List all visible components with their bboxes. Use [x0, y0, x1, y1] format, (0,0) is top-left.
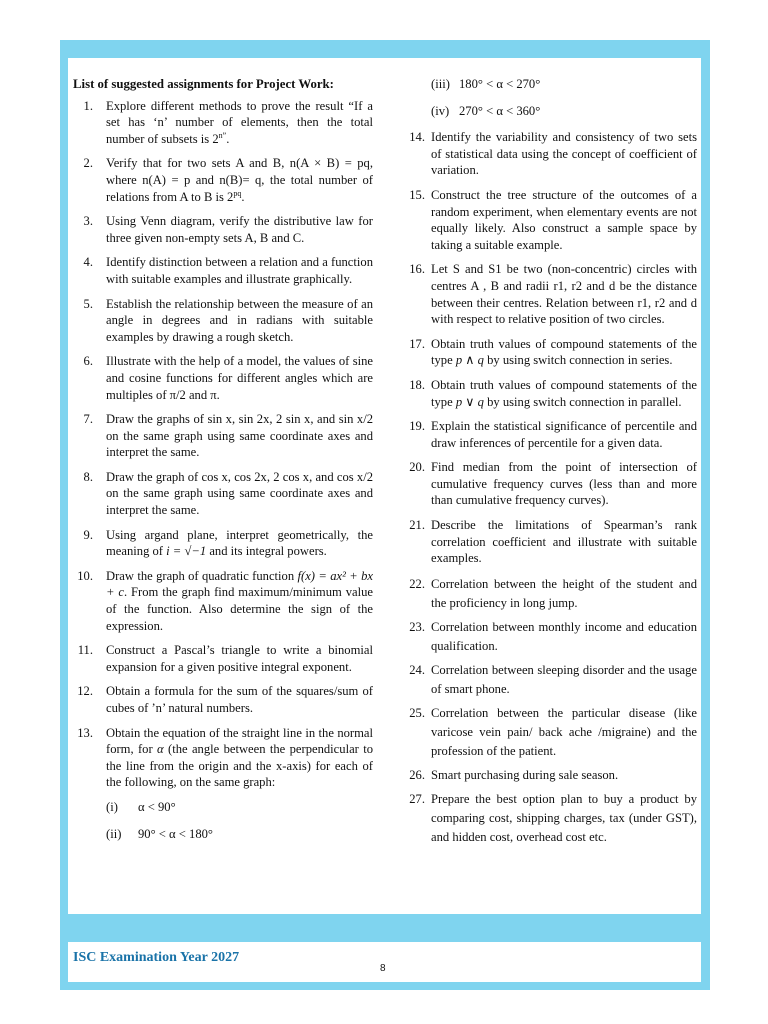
list-item [407, 790, 697, 847]
item-text: Explore different methods to prove the result “If a set has ‘n’ number of elements, then the total number of subsets is $2^{n”}$. [106, 98, 373, 146]
page-number: 8 [380, 963, 386, 974]
item-number: 19. [409, 419, 425, 434]
item-number: 7. [83, 412, 93, 427]
math-expression: p ∨ q [455, 394, 484, 409]
list-item [407, 704, 697, 761]
list-title: List of suggested assignments for Project Work: [73, 77, 334, 91]
list-item [407, 377, 697, 410]
list-item [407, 661, 697, 699]
item-text: Obtain truth values of compound statements of the type p ∧ q by using switch connection in series. [431, 336, 697, 368]
list-item [407, 517, 697, 567]
item-number: 2. [83, 156, 93, 171]
item-text: Obtain truth values of compound statements of the type p ∨ q by using switch connection in parallel. [431, 377, 697, 409]
list-item [73, 683, 373, 716]
sub-item [106, 799, 373, 816]
item-number: 16. [409, 262, 425, 277]
item-number: 9. [83, 527, 93, 542]
item-text: Draw the graph of cos x, cos 2x, 2 cos x, and cos x/2 on the same graph using same coordinate axes and interpret the same. [106, 469, 373, 518]
item-text: Construct the tree structure of the outcomes of a random experiment, when elementary events are not equally likely. Also construct a sample space by taking a suitable example. [431, 187, 697, 252]
item-number: 12. [77, 684, 93, 699]
sub-item-number: (ii) [106, 826, 122, 841]
item-number: 1. [83, 98, 93, 113]
item-text: Draw the graph of quadratic function f(x) = ax² + bx + c. From the graph find maximum/minimum value of the function. Also determine the sign of the expression. [106, 568, 373, 633]
sub-item [431, 103, 697, 120]
item-number: 24. [409, 662, 425, 677]
item-text: Correlation between sleeping disorder and the usage of smart phone. [431, 662, 697, 696]
item-number: 4. [83, 255, 93, 270]
sub-item-number: (i) [106, 799, 118, 814]
item-text: Find median from the point of intersection of cumulative frequency curves (less than and more than cumulative frequency curves). [431, 460, 697, 508]
list-item [407, 618, 697, 656]
item-text: Draw the graphs of sin x, sin 2x, 2 sin x, and sin x/2 on the same graph using same coordinate axes and interpret the same. [106, 412, 373, 460]
item-number: 3. [83, 214, 93, 229]
item-text: Smart purchasing during sale season. [431, 767, 619, 782]
item-number: 18. [409, 377, 425, 392]
list-item [407, 459, 697, 509]
sub-item-text: α < 90° [138, 799, 176, 814]
right-column [407, 76, 697, 852]
math-expression: p ∧ q [455, 353, 484, 368]
list-item [73, 725, 373, 791]
list-item [73, 527, 373, 560]
list-item [73, 469, 373, 519]
item-text: Identify the variability and consistency of two sets of statistical data using the concept of coefficient of variation. [431, 130, 697, 178]
item-text: Illustrate with the help of a model, the values of sine and cosine functions for different angles which are multiples of π/2 and π. [106, 354, 373, 402]
item-number: 14. [409, 130, 425, 145]
list-item [407, 418, 697, 451]
math-expression: i = √−1 [166, 544, 207, 559]
list-item [73, 213, 373, 246]
item-number: 26. [409, 767, 425, 782]
item-text: Obtain a formula for the sum of the squares/sum of cubes of ’n’ natural numbers. [106, 684, 373, 715]
list-item [407, 575, 697, 613]
list-item [73, 254, 373, 287]
list-item [407, 261, 697, 327]
item-text: Let S and S1 be two (non-concentric) circles with centres A , B and radii r1, r2 and d be the distance between their centres. Relation between r1, r2 and d with respect to relative position of two circles. [431, 262, 697, 327]
item-text: Verify that for two sets A and B, n(A × B) = pq, where n(A) = p and n(B)= q, the total number of relations from A to B is $2^{pq}$. [106, 156, 373, 204]
item-text: Establish the relationship between the measure of an angle in degrees and in radians with suitable examples by drawing a rough sketch. [106, 296, 373, 344]
list-item [73, 353, 373, 403]
item-text: Correlation between monthly income and education qualification. [431, 619, 697, 653]
list-item [73, 568, 373, 634]
sub-item-text: 270° < α < 360° [459, 103, 541, 118]
item-text: Using argand plane, interpret geometrically, the meaning of i = √−1 and its integral powers. [106, 527, 373, 559]
list-item [407, 766, 697, 785]
item-text: Prepare the best option plan to buy a product by comparing cost, shipping charges, tax (under GST), and hidden cost, overhead cost etc. [431, 791, 697, 844]
tight-list [407, 575, 697, 847]
item-number: 11. [77, 643, 93, 658]
list-item [73, 296, 373, 346]
list-item [407, 336, 697, 369]
math-expression: α [157, 742, 164, 757]
list-item [73, 642, 373, 675]
item-number: 27. [409, 791, 425, 806]
sub-item-number: (iv) [431, 103, 450, 118]
item-number: 20. [409, 460, 425, 475]
sub-item-text: 180° < α < 270° [459, 77, 541, 91]
left-column [73, 76, 373, 852]
item-number: 23. [409, 619, 425, 634]
item-number: 21. [409, 518, 425, 533]
sub-item [106, 826, 373, 843]
sub-item [431, 76, 697, 93]
list-item [73, 155, 373, 205]
list-item [73, 411, 373, 461]
item-number: 13. [77, 725, 93, 740]
item-text: Describe the limitations of Spearman’s rank correlation coefficient and illustrate with suitable examples. [431, 518, 697, 566]
sub-item-text: 90° < α < 180° [138, 826, 213, 841]
item-number: 6. [83, 354, 93, 369]
item-text: Explain the statistical significance of percentile and draw inferences of percentile for a given data. [431, 419, 697, 450]
list-item [407, 129, 697, 179]
item-number: 17. [409, 336, 425, 351]
item-number: 15. [409, 187, 425, 202]
item-number: 25. [409, 705, 425, 720]
item-text: Construct a Pascal’s triangle to write a binomial expansion for a given positive integral exponent. [106, 643, 373, 674]
sub-item-number: (iii) [431, 77, 450, 91]
list-item [73, 98, 373, 148]
item-text: Using Venn diagram, verify the distributive law for three given non-empty sets A, B and C. [106, 214, 373, 245]
footer-exam-title: ISC Examination Year 2027 [73, 950, 240, 965]
math-expression: f(x) = ax² + bx + c [106, 568, 373, 600]
item-number: 22. [409, 576, 425, 591]
item-number: 10. [77, 568, 93, 583]
item-text: Correlation between the height of the student and the proficiency in long jump. [431, 576, 697, 610]
item-text: Identify distinction between a relation and a function with suitable examples and illustrate graphically. [106, 255, 373, 286]
item-text: Obtain the equation of the straight line in the normal form, for α (the angle between the perpendicular to the line from the origin and the x-axis) for each of the following, on the same graph: [106, 725, 373, 790]
item-number: 8. [83, 469, 93, 484]
list-item [407, 187, 697, 253]
item-number: 5. [83, 296, 93, 311]
item-text: Correlation between the particular disease (like varicose vein pain/ back ache /migraine) and the profession of the patient. [431, 705, 697, 758]
